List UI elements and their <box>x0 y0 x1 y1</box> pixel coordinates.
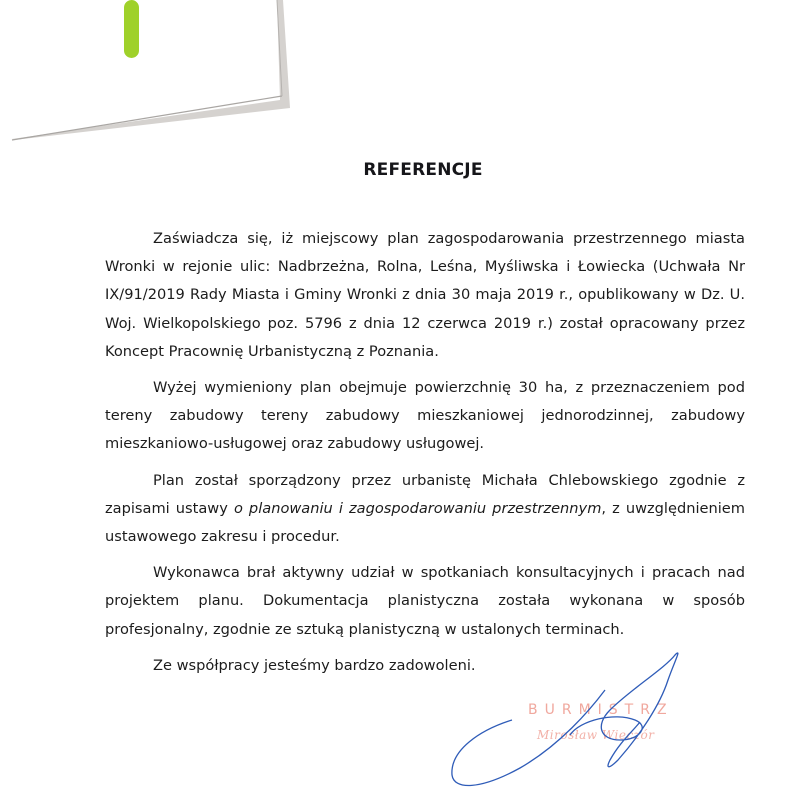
document-title: REFERENCJE <box>363 160 483 180</box>
stamp-role: BURMISTRZ <box>528 702 674 718</box>
paragraph-plan-scope: Wyżej wymieniony plan obejmuje powierzchnię 30 ha, z przeznaczeniem pod tereny zabudowy tereny zabudowy mieszkaniowej jednorodzinnej, zabudowy mieszkaniowo-usługowej oraz zabudowy usługowej. <box>105 379 745 453</box>
paragraph-satisfaction: Ze współpracy jesteśmy bardzo zadowoleni. <box>153 656 476 674</box>
letterhead-page-corner-icon <box>0 0 460 150</box>
signature-icon <box>440 650 740 800</box>
paragraph-author <box>105 467 745 552</box>
act-title: o planowaniu i zagospodarowaniu przestrzennym <box>233 499 602 517</box>
paragraph-author-before: Plan został sporządzony przez urbanistę Michała Chlebowskiego zgodnie z zapisami ustawy <box>105 471 745 517</box>
stamp-name: Mirosław Wieczór <box>537 728 655 742</box>
document-body <box>105 225 745 688</box>
paragraph-cooperation: Wykonawca brał aktywny udział w spotkaniach konsultacyjnych i pracach nad projektem planu. Dokumentacja planistyczna została wykonana w sposób profesjonalny, zgodnie ze sztuką planistyczną w ustalonych terminach. <box>105 564 745 638</box>
letterhead-graphic <box>0 0 460 150</box>
paragraph-author-after: , z uwzględnieniem ustawowego zakresu i procedur. <box>105 499 746 546</box>
green-bar-icon <box>124 0 139 58</box>
paragraph-certification: Zaświadcza się, iż miejscowy plan zagospodarowania przestrzennego miasta Wronki w rejonie ulic: Nadbrzeżna, Rolna, Leśna, Myśliwska i Łowiecka (Uchwała Nr IX/91/2019 Rady Miasta i Gminy Wronki z dnia 30 maja 2019 r., opublikowany w Dz. U. Woj. Wielkopolskiego poz. 5796 z dnia 12 czerwca 2019 r.) został opracowany przez Koncept Pracownię Urbanistyczną z Poznania. <box>105 230 745 360</box>
